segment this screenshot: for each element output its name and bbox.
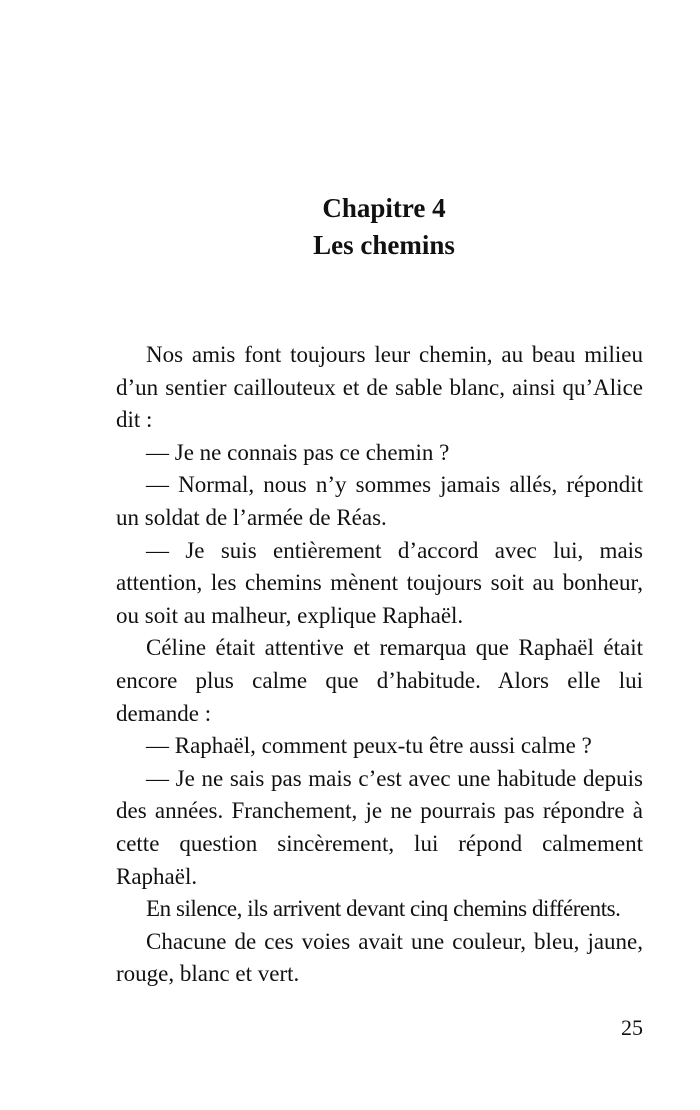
chapter-heading [0, 190, 700, 264]
chapter-title: Les chemins [313, 230, 455, 260]
paragraph: — Raphaël, comment peux-tu être aussi calme ? [146, 733, 592, 759]
paragraph: — Je ne sais pas mais c’est avec une habitude depuis des années. Franchement, je ne pourrais pas répondre à cette question sincèrement, lui répond calmement Raphaël. [116, 765, 643, 889]
paragraph: Céline était attentive et remarqua que Raphaël était encore plus calme que d’habitude. Alors elle lui demande : [116, 635, 643, 726]
paragraph: En silence, ils arrivent devant cinq chemins différents. [146, 896, 621, 922]
paragraph: — Je suis entièrement d’accord avec lui, mais attention, les chemins mènent toujours soit au bonheur, ou soit au malheur, explique Raphaël. [116, 537, 643, 628]
paragraph: — Je ne connais pas ce chemin ? [146, 439, 450, 465]
page-number: 25 [621, 1015, 643, 1040]
paragraph: — Normal, nous n’y sommes jamais allés, répondit un soldat de l’armée de Réas. [116, 472, 643, 530]
paragraph: Chacune de ces voies avait une couleur, bleu, jaune, rouge, blanc et vert. [116, 928, 643, 987]
paragraph: Nos amis font toujours leur chemin, au beau milieu d’un sentier caillouteux et de sable blanc, ainsi qu’Alice dit : [116, 342, 643, 433]
chapter-number: Chapitre 4 [322, 193, 446, 223]
chapter-body [116, 339, 643, 991]
